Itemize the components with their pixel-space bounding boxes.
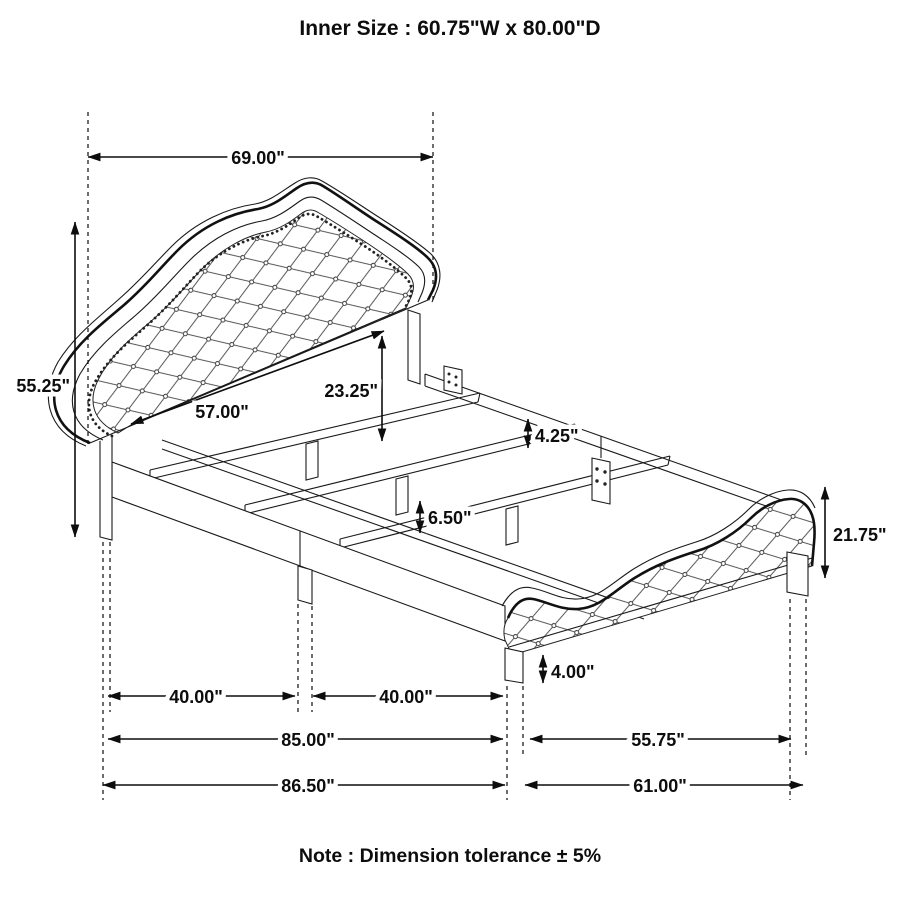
near-rail-center-leg	[298, 566, 312, 604]
dim-label-post-height: 23.25"	[324, 381, 378, 401]
dim-label-footboard-leg: 4.00"	[551, 662, 595, 682]
dim-label-headboard-width: 69.00"	[231, 148, 285, 168]
slat-leg-3	[506, 506, 518, 545]
slat-leg-1	[306, 441, 318, 480]
dim-label-panel-width: 57.00"	[195, 402, 249, 422]
headboard-right-post	[408, 310, 420, 384]
dim-label-overall-length: 86.50"	[281, 776, 335, 796]
dim-label-slat-spacing-head: 40.00"	[169, 687, 223, 707]
tolerance-note: Note : Dimension tolerance ± 5%	[298, 845, 602, 867]
footboard-left-leg	[505, 648, 523, 683]
footboard-right-leg	[787, 552, 808, 596]
dim-label-slat-leg: 6.50"	[428, 508, 472, 528]
dim-label-footboard-height: 21.75"	[833, 525, 887, 545]
mid-bracket	[592, 458, 610, 504]
dim-label-rail-length: 85.00"	[281, 730, 335, 750]
head-bracket	[444, 366, 462, 394]
dim-label-footboard-inner-width: 55.75"	[631, 730, 685, 750]
dim-label-headboard-height: 55.25"	[16, 376, 70, 396]
page-title: Inner Size : 60.75"W x 80.00"D	[299, 17, 601, 40]
slat-leg-2	[396, 476, 408, 515]
dim-label-rail-gap: 4.25"	[535, 426, 579, 446]
dim-label-footboard-width: 61.00"	[633, 776, 687, 796]
dim-label-slat-spacing-foot: 40.00"	[379, 687, 433, 707]
